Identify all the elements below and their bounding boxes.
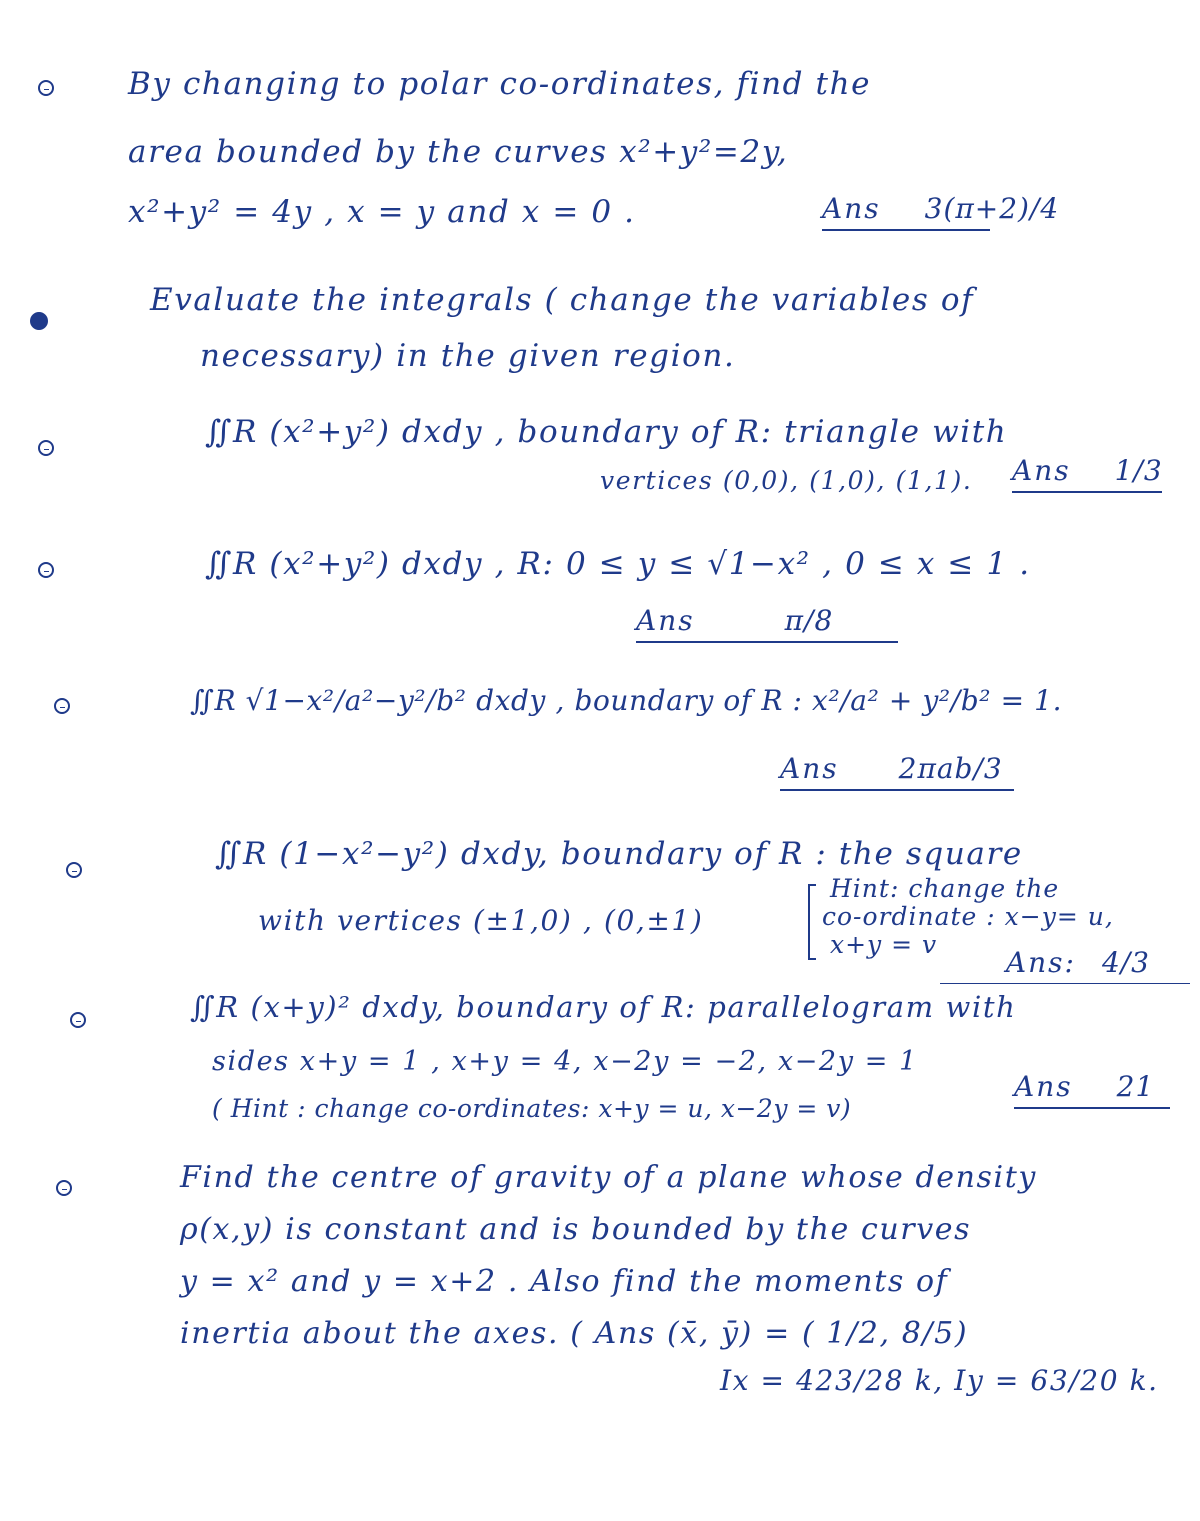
answer-label: Ans (780, 752, 839, 785)
q6-line-1: ∬R (x+y)² dxdy, boundary of R: parallelogram with (190, 990, 1017, 1024)
q2-line-1: ∬R (x²+y²) dxdy , boundary of R: triangle with (205, 414, 1008, 450)
question-bullet-icon (38, 440, 54, 456)
section-bullet-icon (30, 312, 48, 330)
section-intro-line-2: necessary) in the given region. (200, 338, 736, 374)
question-bullet-icon (66, 862, 82, 878)
q4-answer (780, 752, 1014, 791)
answer-label: Ans (636, 604, 695, 637)
section-intro-line-1: Evaluate the integrals ( change the variables of (150, 282, 975, 318)
q5-hint-line-2: co-ordinate : x−y= u, (822, 902, 1114, 931)
q6-line-3: ( Hint : change co-ordinates: x+y = u, x−2y = v) (212, 1094, 852, 1123)
q4-line-1: ∬R √1−x²/a²−y²/b² dxdy , boundary of R : x²/a² + y²/b² = 1. (190, 684, 1063, 717)
q5-answer (940, 946, 1190, 984)
answer-value: 3(π+2)/4 (924, 192, 1060, 225)
q1-line-3: x²+y² = 4y , x = y and x = 0 . (128, 194, 636, 230)
answer-value: 21 (1116, 1070, 1155, 1103)
answer-label: Ans (1014, 1070, 1073, 1103)
q7-line-5: Ix = 423/28 k, Iy = 63/20 k. (720, 1364, 1159, 1397)
q5-line-2: with vertices (±1,0) , (0,±1) (258, 904, 704, 937)
answer-label: Ans: (1005, 946, 1076, 979)
answer-label: Ans (1012, 454, 1071, 487)
hint-bracket (808, 884, 816, 960)
q1-line-2: area bounded by the curves x²+y²=2y, (128, 134, 789, 170)
question-bullet-icon (56, 1180, 72, 1196)
answer-value: 1/3 (1114, 454, 1163, 487)
answer-label: Ans (822, 192, 881, 225)
q7-line-4: inertia about the axes. ( Ans (x̄, ȳ) = ( 1/2, 8/5) (180, 1316, 969, 1351)
q7-line-2: ρ(x,y) is constant and is bounded by the curves (180, 1212, 972, 1247)
q7-line-3: y = x² and y = x+2 . Also find the moments of (180, 1264, 949, 1299)
q7-line-1: Find the centre of gravity of a plane whose density (180, 1160, 1037, 1195)
answer-value: 2πab/3 (898, 752, 1003, 785)
q6-answer (1014, 1070, 1170, 1109)
question-bullet-icon (70, 1012, 86, 1028)
q6-line-2: sides x+y = 1 , x+y = 4, x−2y = −2, x−2y = 1 (212, 1046, 918, 1077)
q2-answer (1012, 454, 1162, 493)
q2-line-2: vertices (0,0), (1,0), (1,1). (600, 466, 973, 495)
question-bullet-icon (38, 80, 54, 96)
q1-line-1: By changing to polar co-ordinates, find the (128, 66, 872, 102)
q3-line-1: ∬R (x²+y²) dxdy , R: 0 ≤ y ≤ √1−x² , 0 ≤ x ≤ 1 . (205, 546, 1031, 582)
question-bullet-icon (38, 562, 54, 578)
q1-answer (822, 192, 1060, 231)
answer-value: 4/3 (1101, 946, 1150, 979)
q5-hint-line-3: x+y = v (830, 930, 938, 959)
q5-hint-line-1: Hint: change the (830, 874, 1060, 903)
answer-value: π/8 (784, 604, 834, 637)
q3-answer (636, 604, 898, 643)
q5-line-1: ∬R (1−x²−y²) dxdy, boundary of R : the square (215, 836, 1023, 872)
question-bullet-icon (54, 698, 70, 714)
